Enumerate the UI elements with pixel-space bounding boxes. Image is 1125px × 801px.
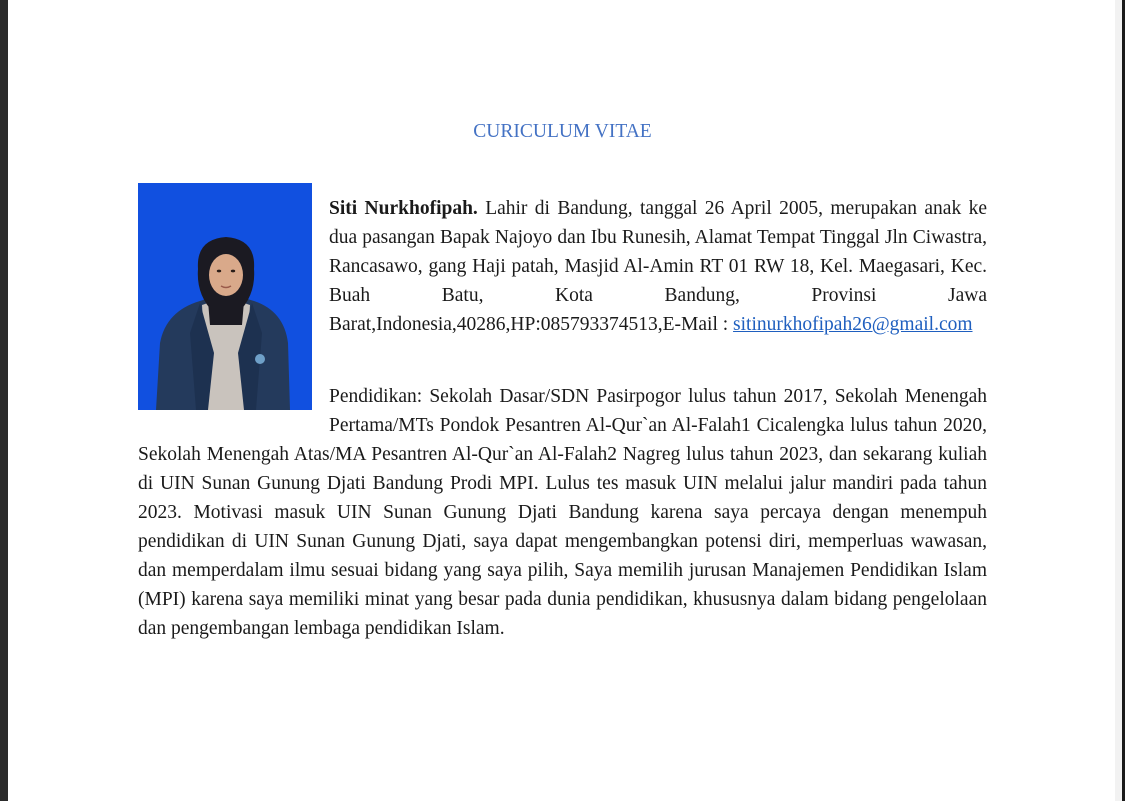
education-paragraph xyxy=(138,382,987,643)
bio-text: Lahir di Bandung, tanggal 26 April 2005, merupakan anak ke dua pasangan Bapak Najoyo dan Ibu Runesih, Alamat Tempat Tinggal Jln Ciwastra, Rancasawo, gang Haji patah, Masjid Al-Amin RT 01 RW 18, Kel. Maegasari, Kec. Buah Batu, Kota Bandung, Provinsi Jawa Barat,Indonesia,40286,HP:085793374513,E-Mail : xyxy=(329,198,987,335)
person-name: Siti Nurkhofipah. xyxy=(329,198,478,219)
education-text: Pendidikan: Sekolah Dasar/SDN Pasirpogor lulus tahun 2017, Sekolah Menengah Pertama/MTs Pondok Pesantren Al-Qur`an Al-Falah1 Cicalengka lulus tahun 2020, Sekolah Menengah Atas/MA Pesantren Al-Qur`an Al-Falah2 Nagreg lulus tahun 2023, dan sekarang kuliah di UIN Sunan Gunung Djati Bandung Prodi MPI. Lulus tes masuk UIN melalui jalur mandiri pada tahun 2023. Motivasi masuk UIN Sunan Gunung Djati Bandung karena saya percaya dengan menempuh pendidikan di UIN Sunan Gunung Djati, saya dapat mengembangkan potensi diri, memperluas wawasan, dan memperdalam ilmu sesuai bidang yang saya pilih, Saya memilih jurusan Manajemen Pendidikan Islam (MPI) karena saya memiliki minat yang besar pada dunia pendidikan, khususnya dalam bidang pengelolaan dan pengembangan lembaga pendidikan Islam. xyxy=(138,386,987,639)
profile-photo xyxy=(138,183,312,410)
cv-title: CURICULUM VITAE xyxy=(473,121,652,142)
photo-wrap-spacer xyxy=(138,382,329,440)
bio-paragraph xyxy=(329,194,987,339)
email-link[interactable]: sitinurkhofipah26@gmail.com xyxy=(733,314,973,335)
